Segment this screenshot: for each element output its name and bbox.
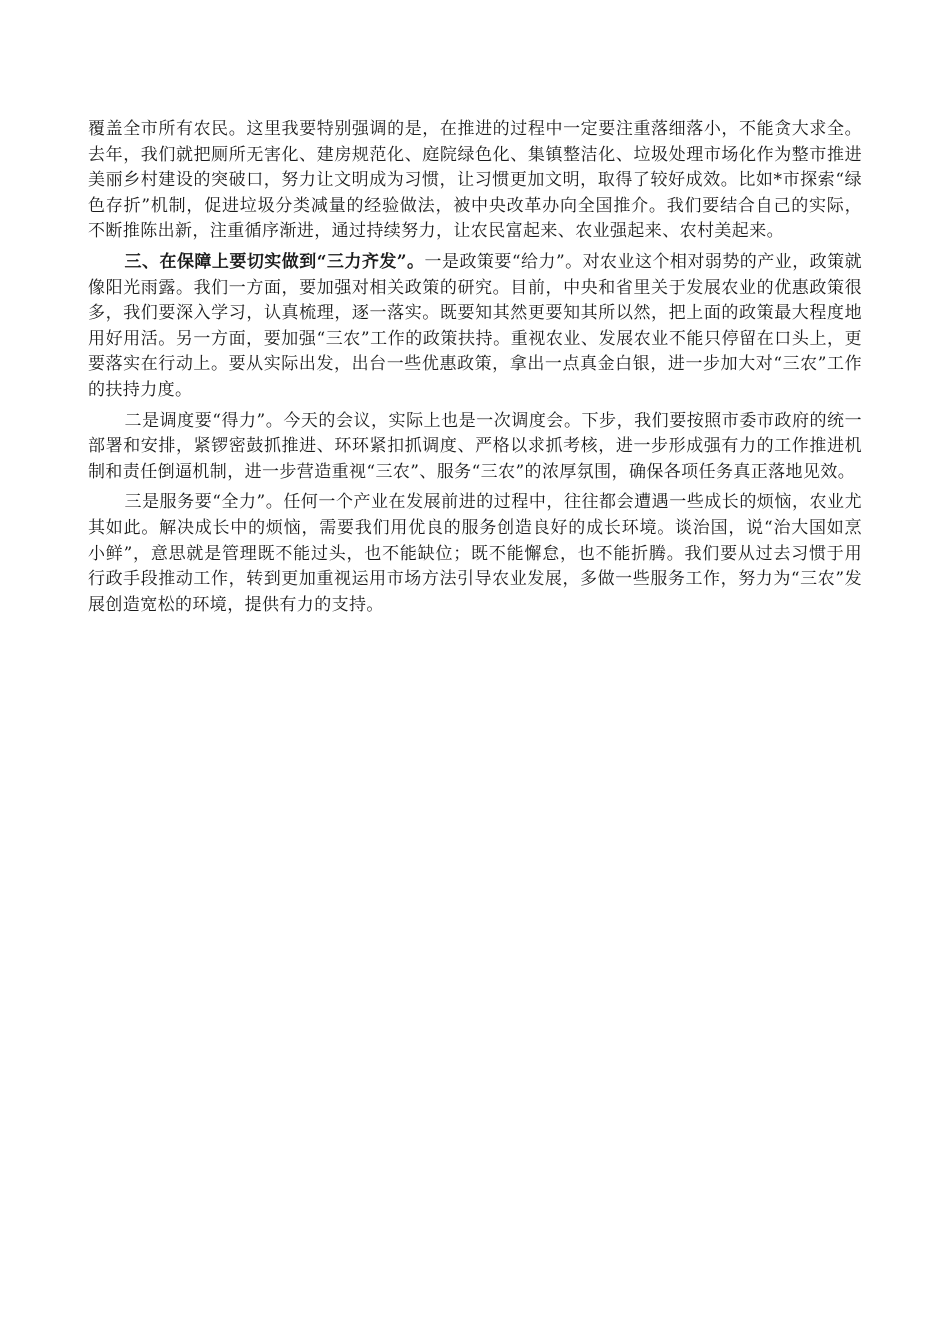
paragraph-continuation [88,117,862,245]
paragraph-text: 一是政策要“给力”。对农业这个相对弱势的产业，政策就像阳光雨露。我们一方面，要加强对相关政策的研究。目前，中央和省里关于发展农业的优惠政策很多，我们要深入学习，认真梳理，逐一落实。既要知其然更要知其所以然，把上面的政策最大程度地用好用活。另一方面，要加强“三农”工作的政策扶持。重视农业、发展农业不能只停留在口头上，更要落实在行动上。要从实际出发，出台一些优惠政策，拿出一点真金白银，进一步加大对“三农”工作的扶持力度。 [88,251,863,400]
paragraph-service [88,490,862,618]
paragraph-text: 三是服务要“全力”。任何一个产业在发展前进的过程中，往往都会遭遇一些成长的烦恼，农业尤其如此。解决成长中的烦恼，需要我们用优良的服务创造良好的成长环境。谈治国，说“治大国如烹小鲜”，意思就是管理既不能过头，也不能缺位；既不能懈怠，也不能折腾。我们要从过去习惯于用行政手段推动工作，转到更加重视运用市场方法引导农业发展，多做一些服务工作，努力为“三农”发展创造宽松的环境，提供有力的支持。 [88,492,862,615]
section-heading: 三、在保障上要切实做到“三力齐发”。 [124,251,425,272]
paragraph-text: 二是调度要“得力”。今天的会议，实际上也是一次调度会。下步，我们要按照市委市政府的统一部署和安排，紧锣密鼓抓推进、环环紧扣抓调度、严格以求抓考核，进一步形成强有力的工作推进机制和责任倒逼机制，进一步营造重视“三农”、服务“三农”的浓厚氛围，确保各项任务真正落地见效。 [88,410,862,482]
paragraph-scheduling [88,409,862,486]
paragraph-text: 覆盖全市所有农民。这里我要特别强调的是，在推进的过程中一定要注重落细落小，不能贪大求全。去年，我们就把厕所无害化、建房规范化、庭院绿色化、集镇整洁化、垃圾处理市场化作为整市推进美丽乡村建设的突破口，努力让文明成为习惯，让习惯更加文明，取得了较好成效。比如*市探索“绿色存折”机制，促进垃圾分类减量的经验做法，被中央改革办向全国推介。我们要结合自己的实际，不断推陈出新，注重循序渐进，通过持续努力，让农民富起来、农业强起来、农村美起来。 [88,119,862,242]
document-page [88,117,862,623]
paragraph-section-three [88,250,862,404]
